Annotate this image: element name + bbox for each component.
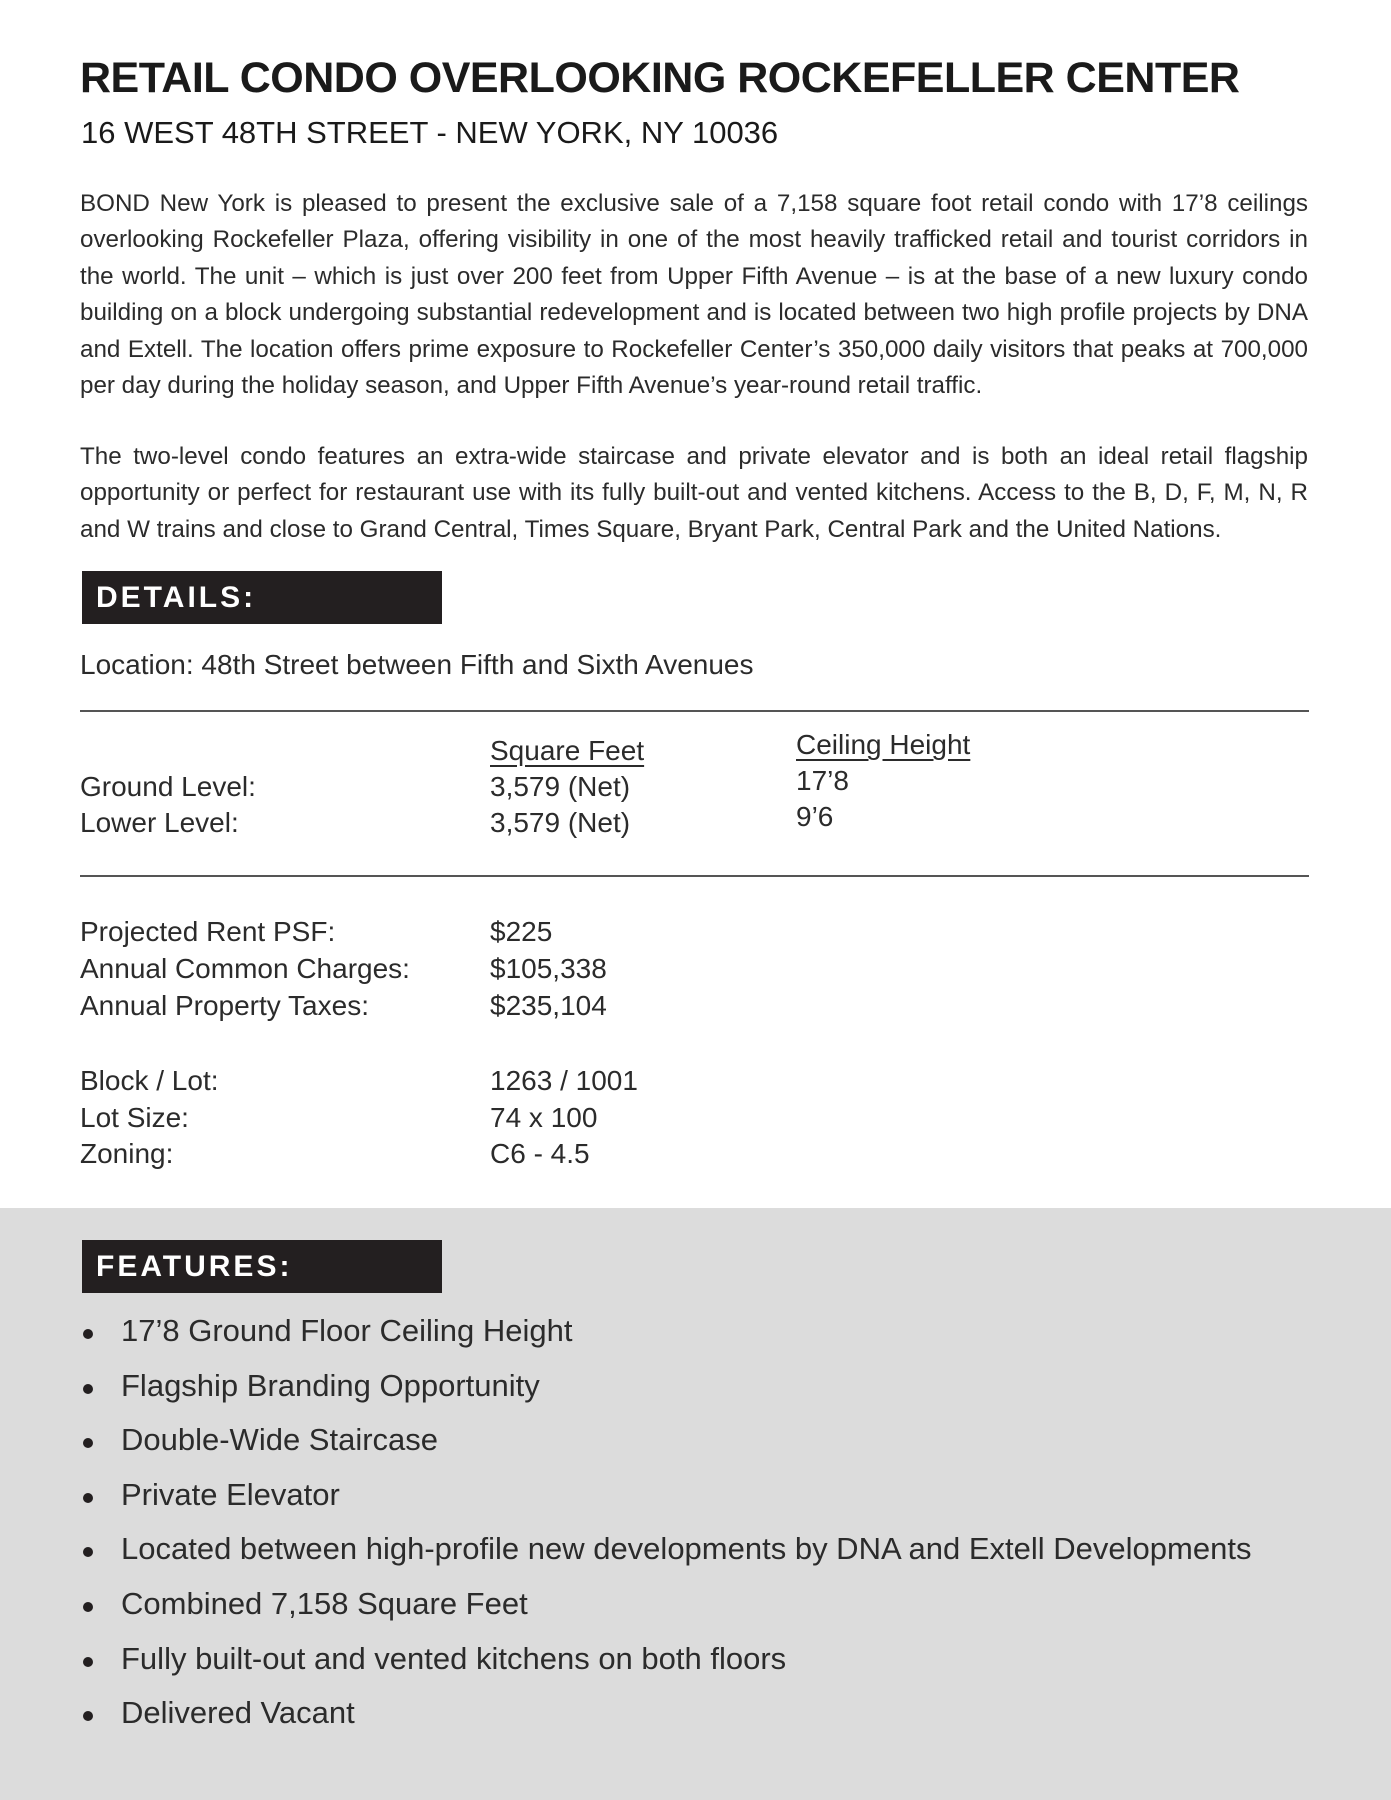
level-square-feet-lower: 3,579 (Net) (490, 807, 631, 838)
level-label-ground: Ground Level: (80, 771, 256, 802)
property-label-block-lot: Block / Lot: (80, 1065, 219, 1096)
property-value-lot-size: 74 x 100 (490, 1102, 598, 1133)
intro-paragraph-2: The two-level condo features an extra-wide staircase and private elevator and is both an ideal retail flagship opportunity or perfect for restaurant use with its fully built-out and vented kitchens. Access to the B, D, F, M, N, R and W trains and close to Grand Central, Times Square, Bryant Park, Central Park and the United Nations. (80, 443, 1308, 543)
feature-text: Private Elevator (121, 1476, 340, 1512)
page-subtitle-address: 16 WEST 48TH STREET - NEW YORK, NY 10036 (81, 115, 779, 150)
financial-value-taxes: $235,104 (490, 990, 607, 1021)
feature-text: Delivered Vacant (121, 1695, 355, 1731)
feature-text: Combined 7,158 Square Feet (121, 1585, 528, 1621)
financial-label-common-charges: Annual Common Charges: (80, 953, 410, 984)
list-item (80, 1477, 1251, 1532)
level-ceiling-height-ground: 17’8 (796, 765, 849, 796)
bullet-icon (83, 1329, 93, 1339)
feature-text: Flagship Branding Opportunity (121, 1367, 540, 1403)
financial-value-rent: $225 (490, 916, 553, 947)
level-square-feet-ground: 3,579 (Net) (490, 771, 631, 802)
list-item (80, 1641, 1251, 1696)
location-text: Location: 48th Street between Fifth and Sixth Avenues (80, 649, 754, 680)
property-label-lot-size: Lot Size: (80, 1102, 189, 1133)
column-header-ceiling-height: Ceiling Height (796, 729, 971, 760)
bullet-icon (83, 1493, 93, 1503)
column-header-square-feet: Square Feet (490, 735, 645, 766)
feature-text: Located between high-profile new developments by DNA and Extell Developments (121, 1531, 1252, 1567)
financial-label-rent: Projected Rent PSF: (80, 916, 336, 947)
feature-text: 17’8 Ground Floor Ceiling Height (121, 1313, 573, 1348)
feature-list (80, 1313, 1251, 1750)
features-heading: FEATURES: (82, 1240, 442, 1293)
bullet-icon (83, 1657, 93, 1667)
property-value-zoning: C6 - 4.5 (490, 1138, 590, 1169)
list-item (80, 1586, 1251, 1641)
feature-text: Double-Wide Staircase (121, 1422, 439, 1458)
details-heading: DETAILS: (82, 571, 442, 624)
financial-label-taxes: Annual Property Taxes: (80, 990, 369, 1021)
list-item (80, 1368, 1251, 1423)
divider (80, 710, 1309, 712)
bullet-icon (83, 1384, 93, 1394)
divider (80, 875, 1309, 877)
bullet-icon (83, 1602, 93, 1612)
list-item (80, 1313, 1251, 1368)
property-label-zoning: Zoning: (80, 1138, 174, 1169)
bullet-icon (83, 1438, 93, 1448)
level-ceiling-height-lower: 9’6 (796, 801, 834, 832)
bullet-icon (83, 1547, 93, 1557)
financial-value-common-charges: $105,338 (490, 953, 607, 984)
property-value-block-lot: 1263 / 1001 (490, 1065, 638, 1096)
list-item (80, 1531, 1251, 1586)
list-item (80, 1695, 1251, 1750)
bullet-icon (83, 1711, 93, 1721)
list-item (80, 1422, 1251, 1477)
intro-paragraph-1: BOND New York is pleased to present the exclusive sale of a 7,158 square foot retail condo with 17’8 ceilings overlooking Rockefeller Plaza, offering visibility in one of the most heavily trafficked retail and tourist corridors in the world. The unit – which is just over 200 feet from Upper Fifth Avenue – is at the base of a new luxury condo building on a block undergoing substantial redevelopment and is located between two high profile projects by DNA and Extell. The location offers prime exposure to Rockefeller Center’s 350,000 daily visitors that peaks at 700,000 per day during the holiday season, and Upper Fifth Avenue’s year-round retail traffic. (80, 190, 1308, 400)
level-label-lower: Lower Level: (80, 807, 239, 838)
feature-text: Fully built-out and vented kitchens on both floors (121, 1640, 787, 1676)
page-title: RETAIL CONDO OVERLOOKING ROCKEFELLER CENTER (80, 54, 1240, 102)
